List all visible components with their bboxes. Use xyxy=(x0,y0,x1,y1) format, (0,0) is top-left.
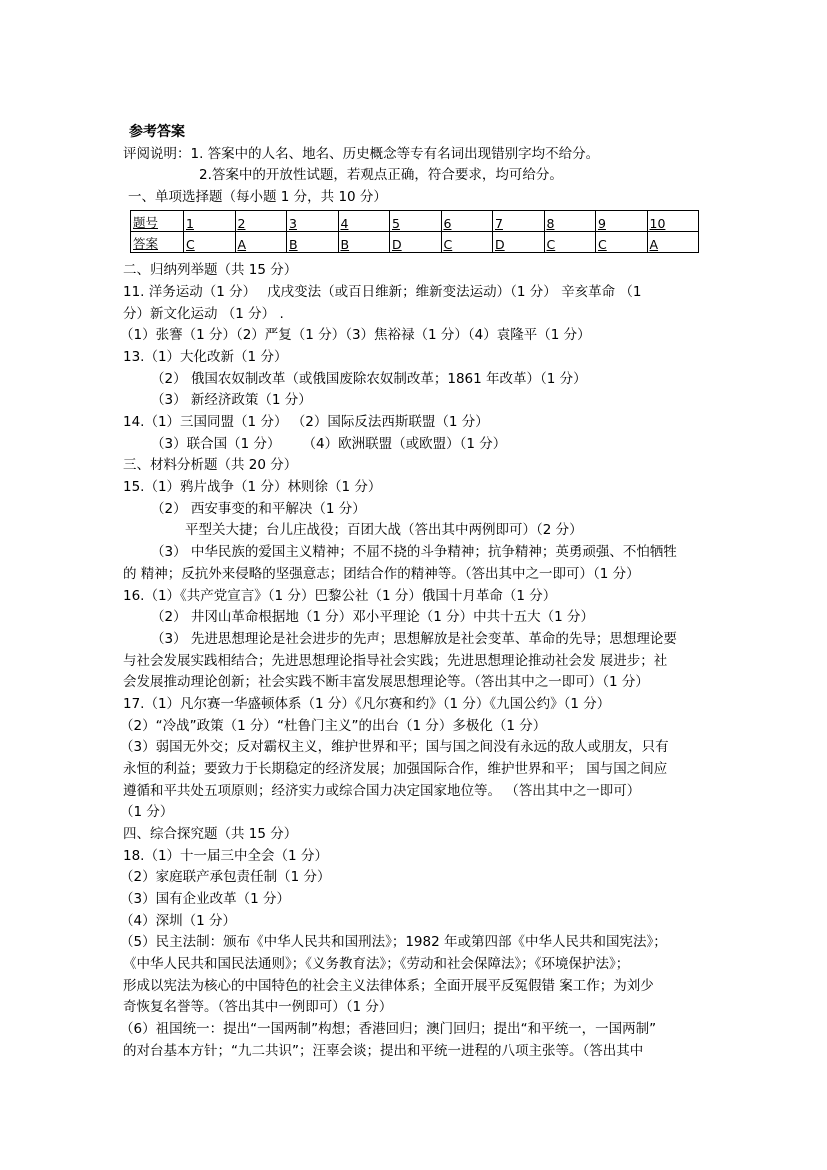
answer-cell: D xyxy=(493,232,545,253)
answer-cell: B xyxy=(338,232,390,253)
answer-line: （3）联合国（1 分） （4）欧洲联盟（或欧盟）（1 分） xyxy=(151,436,507,452)
answer-line: （2） 西安事变的和平解决（1 分） xyxy=(151,501,366,517)
answer-line: 17.（1）凡尔赛一华盛顿体系（1 分）《凡尔赛和约》（1 分）《九国公约》（1 分） xyxy=(123,696,611,712)
answer-line: （3）弱国无外交；反对霸权主义，维护世界和平；国与国之间没有永远的敌人或朋友，只有 xyxy=(120,739,669,755)
answer-cell: C xyxy=(596,232,648,253)
answer-line: （3） 先进思想理论是社会进步的先声；思想解放是社会变革、革命的先导；思想理论要 xyxy=(151,631,677,647)
question-number: 8 xyxy=(544,211,596,232)
answer-line: （6）祖国统一：提出“一国两制”构想；香港回归；澳门回归；提出“和平统一，一国两制” xyxy=(120,1021,657,1037)
table-row xyxy=(131,211,699,232)
question-number: 5 xyxy=(390,211,442,232)
answer-line: （2）“冷战”政策（1 分）“杜鲁门主义”的出台（1 分）多极化（1 分） xyxy=(120,718,547,734)
answer-line: （2） 俄国农奴制改革（或俄国废除农奴制改革；1861 年改革）（1 分） xyxy=(151,371,587,387)
question-number: 10 xyxy=(647,211,699,232)
note-line-1: 评阅说明：1. 答案中的人名、地名、历史概念等专有名词出现错别字均不给分。 xyxy=(123,146,600,162)
answer-cell: A xyxy=(235,232,287,253)
answer-line: 13.（1）大化改新（1 分） xyxy=(123,349,288,365)
question-number: 7 xyxy=(493,211,545,232)
answer-line: （1）张謇（1 分）（2）严复（1 分）（3）焦裕禄（1 分）（4）袁隆平（1 分） xyxy=(120,327,591,343)
answer-line: （3） 中华民族的爱国主义精神；不屈不挠的斗争精神；抗争精神；英勇顽强、不怕牺牲 xyxy=(151,544,677,560)
answer-line: 奇恢复名誉等。（答出其中一例即可）（1 分） xyxy=(123,999,393,1015)
question-number: 2 xyxy=(235,211,287,232)
answer-line: （1 分） xyxy=(120,804,174,820)
answer-line: （3）国有企业改革（1 分） xyxy=(120,891,290,907)
answer-line: 18.（1）十一届三中全会（1 分） xyxy=(123,848,328,864)
question-number: 1 xyxy=(184,211,236,232)
answer-line: 15.（1）鸦片战争（1 分）林则徐（1 分） xyxy=(123,479,382,495)
answer-cell: D xyxy=(390,232,442,253)
answer-cell: B xyxy=(287,232,339,253)
answer-line: （5）民主法制：颁布《中华人民共和国刑法》；1982 年或第四部《中华人民共和国宪法》； xyxy=(120,934,667,950)
answer-cell: C xyxy=(441,232,493,253)
section-4-heading: 四、综合探究题（共 15 分） xyxy=(123,826,298,842)
question-number: 4 xyxy=(338,211,390,232)
question-number: 9 xyxy=(596,211,648,232)
table-row xyxy=(131,232,699,253)
answer-line: （3） 新经济政策（1 分） xyxy=(151,392,312,408)
question-number-label: 题号 xyxy=(131,211,184,232)
answer-line: 遵循和平共处五项原则；经济实力或综合国力决定国家地位等。 （答出其中之一即可） xyxy=(123,783,641,799)
answer-line: 的对台基本方针；“九二共识”；汪辜会谈；提出和平统一进程的八项主张等。（答出其中 xyxy=(123,1043,644,1059)
answer-line: 永恒的利益；要致力于长期稳定的经济发展；加强国际合作，维护世界和平； 国与国之间应 xyxy=(123,761,668,777)
question-number: 6 xyxy=(441,211,493,232)
section-2-heading: 二、归纳列举题（共 15 分） xyxy=(123,262,298,278)
page-title: 参考答案 xyxy=(129,124,185,140)
answer-cell: C xyxy=(184,232,236,253)
answer-cell: A xyxy=(647,232,699,253)
answer-label: 答案 xyxy=(131,232,184,253)
answer-line: 11. 洋务运动（1 分） 戊戌变法（或百日维新；维新变法运动）（1 分） 辛亥革命 （1 xyxy=(123,284,642,300)
answer-line: 形成以宪法为核心的中国特色的社会主义法律体系；全面开展平反冤假错 案工作；为刘少 xyxy=(123,978,654,994)
answer-line: （2）家庭联产承包责任制（1 分） xyxy=(120,869,331,885)
question-number: 3 xyxy=(287,211,339,232)
answer-line: 的 精神；反抗外来侵略的坚强意志；团结合作的精神等。（答出其中之一即可）（1 分） xyxy=(123,566,640,582)
answer-line: 会发展推动理论创新；社会实践不断丰富发展思想理论等。（答出其中之一即可）（1 分） xyxy=(123,674,649,690)
answer-cell: C xyxy=(544,232,596,253)
answer-line: 与社会发展实践相结合；先进思想理论指导社会实践；先进思想理论推动社会发 展进步；社 xyxy=(123,653,668,669)
answer-line: 分）新文化运动 （1 分） . xyxy=(123,306,284,322)
answer-table xyxy=(130,210,699,253)
note-line-2: 2.答案中的开放性试题，若观点正确，符合要求，均可给分。 xyxy=(199,167,563,183)
answer-line: 16.（1）《共产党宣言》（1 分）巴黎公社（1 分）俄国十月革命（1 分） xyxy=(123,588,557,604)
answer-line: （4）深圳（1 分） xyxy=(120,913,236,929)
section-3-heading: 三、材料分析题（共 20 分） xyxy=(123,457,298,473)
answer-line: （2） 井冈山革命根据地（1 分）邓小平理论（1 分）中共十五大（1 分） xyxy=(151,609,595,625)
answer-line: 14.（1）三国同盟（1 分） （2）国际反法西斯联盟（1 分） xyxy=(123,414,489,430)
answer-line: 《中华人民共和国民法通则》；《义务教育法》；《劳动和社会保障法》；《环境保护法》； xyxy=(123,956,630,972)
answer-line: 平型关大捷；台儿庄战役；百团大战（答出其中两例即可）（2 分） xyxy=(185,522,583,538)
section-1-heading: 一、单项选择题（每小题 1 分，共 10 分） xyxy=(128,189,387,205)
